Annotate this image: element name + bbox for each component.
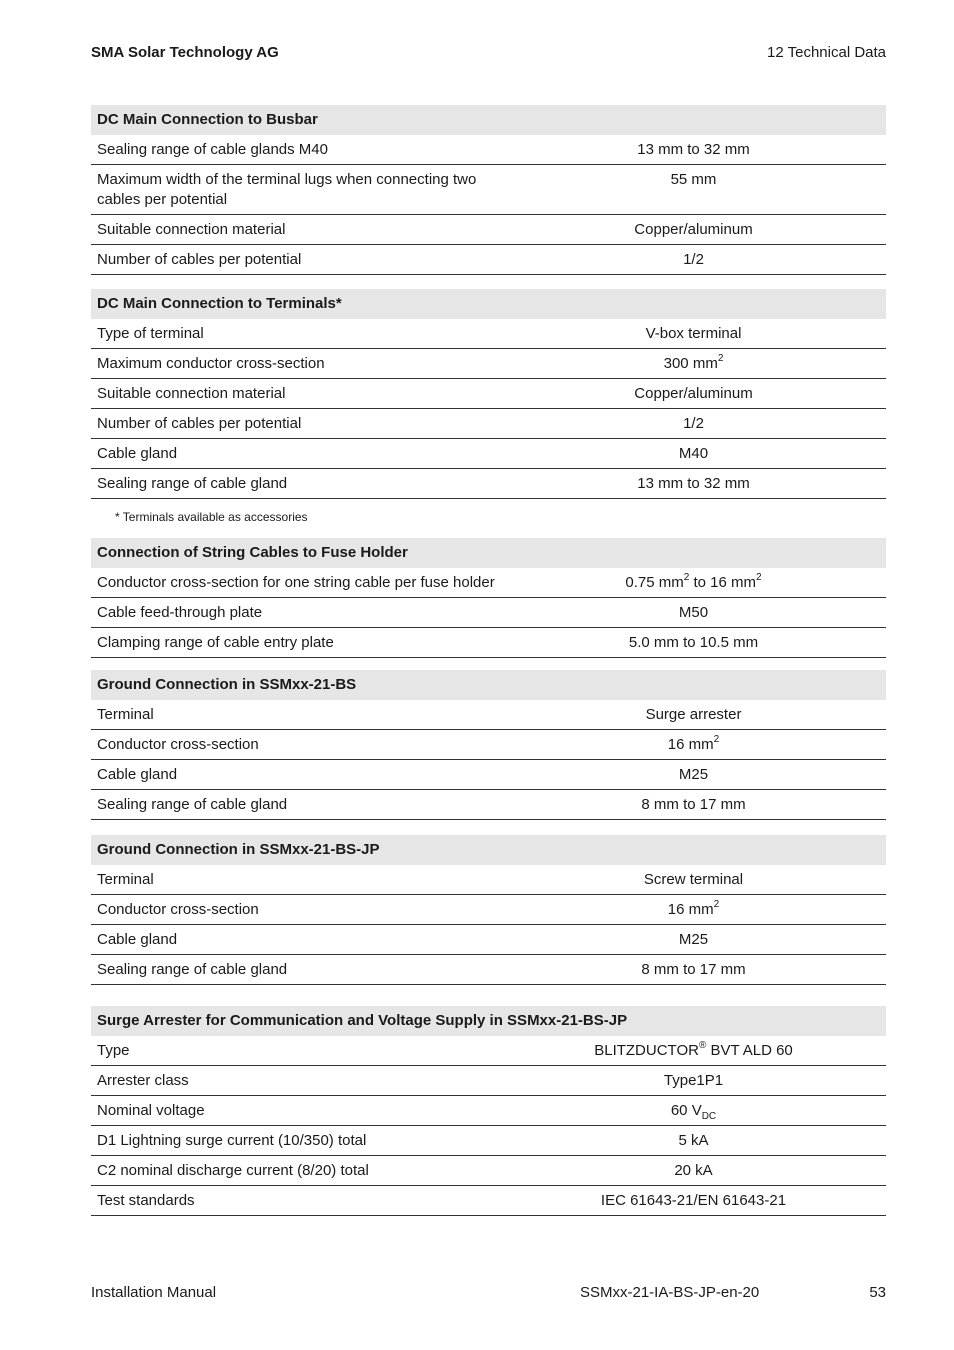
- footer-manual-title: Installation Manual: [91, 1284, 217, 1301]
- table-row: [91, 1126, 886, 1156]
- table-row: [91, 165, 886, 215]
- value-text: BVT ALD 60: [706, 1042, 793, 1059]
- row-value: Type1P1: [663, 1072, 724, 1089]
- row-label: Test standards: [97, 1192, 195, 1209]
- table-row: [91, 568, 886, 598]
- row-value: [501, 349, 886, 378]
- row-label: Sealing range of cable glands M40: [97, 141, 328, 158]
- row-value: Surge arrester: [645, 706, 742, 723]
- footer-page-number: 53: [869, 1284, 886, 1301]
- row-label: Nominal voltage: [97, 1102, 205, 1119]
- table-row: [91, 925, 886, 955]
- row-value: 13 mm to 32 mm: [637, 475, 750, 492]
- row-value: Copper/aluminum: [634, 221, 753, 238]
- value-text: 60 V: [670, 1102, 702, 1119]
- row-value: 1/2: [683, 251, 704, 268]
- table-row: [91, 598, 886, 628]
- subscript: DC: [701, 1111, 717, 1122]
- row-value: M40: [678, 445, 709, 462]
- row-label: Terminal: [97, 706, 154, 723]
- footer-doc-id: SSMxx-21-IA-BS-JP-en-20: [580, 1284, 760, 1301]
- row-label: Maximum width of the terminal lugs when connecting two cables per potential: [97, 171, 477, 208]
- section-dc-terminals: [91, 289, 886, 499]
- table-row: [91, 379, 886, 409]
- section-title: Connection of String Cables to Fuse Holder: [91, 538, 886, 568]
- table-row: [91, 730, 886, 760]
- table-row: [91, 1066, 886, 1096]
- table-row: [91, 790, 886, 820]
- row-label: Clamping range of cable entry plate: [97, 634, 334, 651]
- row-value: 55 mm: [670, 171, 717, 188]
- row-value: Screw terminal: [643, 871, 744, 888]
- table-row: [91, 760, 886, 790]
- table-row: [91, 1186, 886, 1216]
- section-title: Ground Connection in SSMxx-21-BS: [91, 670, 886, 700]
- row-label: Number of cables per potential: [97, 251, 302, 268]
- superscript: 2: [756, 572, 762, 583]
- superscript: 2: [713, 734, 720, 745]
- row-value: 5 kA: [678, 1132, 709, 1149]
- footnote: * Terminals available as accessories: [115, 510, 308, 524]
- row-label: Cable gland: [97, 766, 178, 783]
- row-value: Copper/aluminum: [634, 385, 753, 402]
- header-chapter: 12 Technical Data: [767, 44, 886, 61]
- registered-mark: ®: [698, 1040, 707, 1051]
- table-row: [91, 319, 886, 349]
- value-text: 16 mm: [667, 736, 714, 753]
- value-text: 16 mm: [667, 901, 714, 918]
- row-value: 5.0 mm to 10.5 mm: [628, 634, 759, 651]
- row-label: Cable gland: [97, 445, 178, 462]
- table-row: [91, 1036, 886, 1066]
- table-row: [91, 1156, 886, 1186]
- row-label: Type of terminal: [97, 325, 204, 342]
- row-value: 13 mm to 32 mm: [637, 141, 750, 158]
- row-label: Type: [97, 1042, 130, 1059]
- row-label: Terminal: [97, 871, 154, 888]
- row-value: M25: [678, 931, 709, 948]
- section-dc-busbar: [91, 105, 886, 275]
- table-row: [91, 1096, 886, 1126]
- section-ground-bs-jp: [91, 835, 886, 985]
- row-label: Sealing range of cable gland: [97, 475, 288, 492]
- section-title: DC Main Connection to Terminals*: [91, 289, 886, 319]
- row-value: IEC 61643-21/EN 61643-21: [600, 1192, 787, 1209]
- table-row: [91, 865, 886, 895]
- row-label: Arrester class: [97, 1072, 189, 1089]
- row-label: Sealing range of cable gland: [97, 796, 288, 813]
- row-label: Conductor cross-section for one string cable per fuse holder: [97, 574, 495, 591]
- row-label: Sealing range of cable gland: [97, 961, 288, 978]
- table-row: [91, 245, 886, 275]
- row-value: 20 kA: [674, 1162, 713, 1179]
- table-row: [91, 628, 886, 658]
- superscript: 2: [683, 572, 690, 583]
- row-value: 8 mm to 17 mm: [641, 961, 746, 978]
- table-row: [91, 700, 886, 730]
- row-value: 1/2: [683, 415, 704, 432]
- section-surge-arrester: [91, 1006, 886, 1216]
- section-ground-bs: [91, 670, 886, 820]
- section-title: Surge Arrester for Communication and Voltage Supply in SSMxx-21-BS-JP: [91, 1006, 886, 1036]
- row-value: [501, 568, 886, 597]
- table-row: [91, 135, 886, 165]
- value-text: 300 mm: [663, 355, 718, 372]
- value-text: 0.75 mm: [625, 574, 684, 591]
- row-value: M50: [678, 604, 709, 621]
- superscript: 2: [713, 899, 720, 910]
- table-row: [91, 215, 886, 245]
- section-title: DC Main Connection to Busbar: [91, 105, 886, 135]
- header-company: SMA Solar Technology AG: [91, 44, 279, 61]
- superscript: 2: [717, 353, 724, 364]
- row-value: [501, 730, 886, 759]
- table-row: [91, 469, 886, 499]
- value-text: to 16 mm: [689, 574, 757, 591]
- table-row: [91, 409, 886, 439]
- row-value: 8 mm to 17 mm: [641, 796, 746, 813]
- row-label: Suitable connection material: [97, 221, 286, 238]
- row-label: D1 Lightning surge current (10/350) total: [97, 1132, 367, 1149]
- row-label: Maximum conductor cross-section: [97, 355, 325, 372]
- row-value: M25: [678, 766, 709, 783]
- row-label: Number of cables per potential: [97, 415, 302, 432]
- row-label: Conductor cross-section: [97, 736, 259, 753]
- row-label: Cable feed-through plate: [97, 604, 263, 621]
- row-value: V-box terminal: [645, 325, 742, 342]
- section-title: Ground Connection in SSMxx-21-BS-JP: [91, 835, 886, 865]
- row-value: [501, 1096, 886, 1125]
- value-text: BLITZDUCTOR: [594, 1042, 699, 1059]
- table-row: [91, 955, 886, 985]
- row-label: Suitable connection material: [97, 385, 286, 402]
- table-row: [91, 895, 886, 925]
- row-label: Cable gland: [97, 931, 178, 948]
- row-label: C2 nominal discharge current (8/20) total: [97, 1162, 369, 1179]
- table-row: [91, 439, 886, 469]
- table-row: [91, 349, 886, 379]
- row-value: [501, 895, 886, 924]
- section-string-cables: [91, 538, 886, 658]
- row-value: [501, 1036, 886, 1065]
- row-label: Conductor cross-section: [97, 901, 259, 918]
